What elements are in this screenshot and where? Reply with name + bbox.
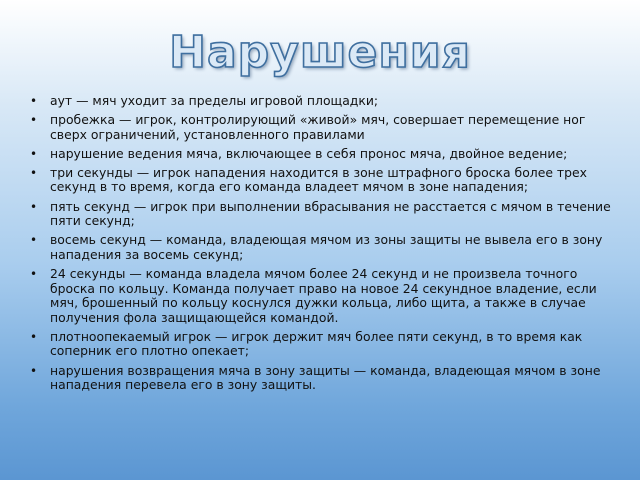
bullet-icon: • — [30, 146, 38, 161]
list-item — [28, 113, 618, 142]
list-item — [28, 267, 618, 325]
bullet-icon: • — [30, 363, 38, 378]
bullet-icon: • — [30, 329, 38, 344]
bullet-icon: • — [30, 94, 38, 108]
list-item-text: пять секунд — игрок при выполнении вбрасывания не расстается с мячом в течение пяти секунд; — [50, 198, 611, 229]
rules-list — [28, 94, 618, 397]
bullet-icon: • — [30, 113, 38, 128]
bullet-icon: • — [30, 233, 38, 248]
list-item-text: аут — мяч уходит за пределы игровой площадки; — [50, 93, 379, 108]
list-item — [28, 200, 618, 229]
list-item — [28, 94, 618, 109]
list-item-text: плотноопекаемый игрок — игрок держит мяч более пяти секунд, в то время как соперник его плотно опекает; — [50, 328, 583, 359]
list-item — [28, 364, 618, 393]
list-item — [28, 330, 618, 359]
list-item-text: восемь секунд — команда, владеющая мячом из зоны защиты не вывела его в зону нападения за восемь секунд; — [50, 232, 603, 262]
list-item-text: три секунды — игрок нападения находится в зоне штрафного броска более трех секунд в то время, когда его команда владеет мячом в зоне нападения; — [50, 164, 587, 195]
list-item — [28, 147, 618, 162]
list-item-text: нарушение ведения мяча, включающее в себя пронос мяча, двойное ведение; — [50, 145, 568, 161]
list-item-text: пробежка — игрок, контролирующий «живой» мяч, совершает перемещение ног сверх ограничений, установленного правилами — [50, 112, 586, 142]
bullet-icon: • — [30, 165, 38, 180]
list-item-text: 24 секунды — команда владела мячом более 24 секунд и не произвела точного броска по кольцу. Команда получает право на новое 24 секундное владение, если мяч, брошенный по кольцу коснулся дужки кольца, либо щита, а также в случае получения фола защищающейся командой. — [50, 265, 597, 325]
list-item — [28, 233, 618, 262]
list-item — [28, 166, 618, 195]
list-item-text: нарушения возвращения мяча в зону защиты — команда, владеющая мячом в зоне нападения перевела его в зону защиты. — [50, 362, 601, 393]
slide-title: Нарушения — [169, 27, 471, 78]
bullet-icon: • — [30, 199, 38, 214]
bullet-icon: • — [30, 266, 38, 281]
